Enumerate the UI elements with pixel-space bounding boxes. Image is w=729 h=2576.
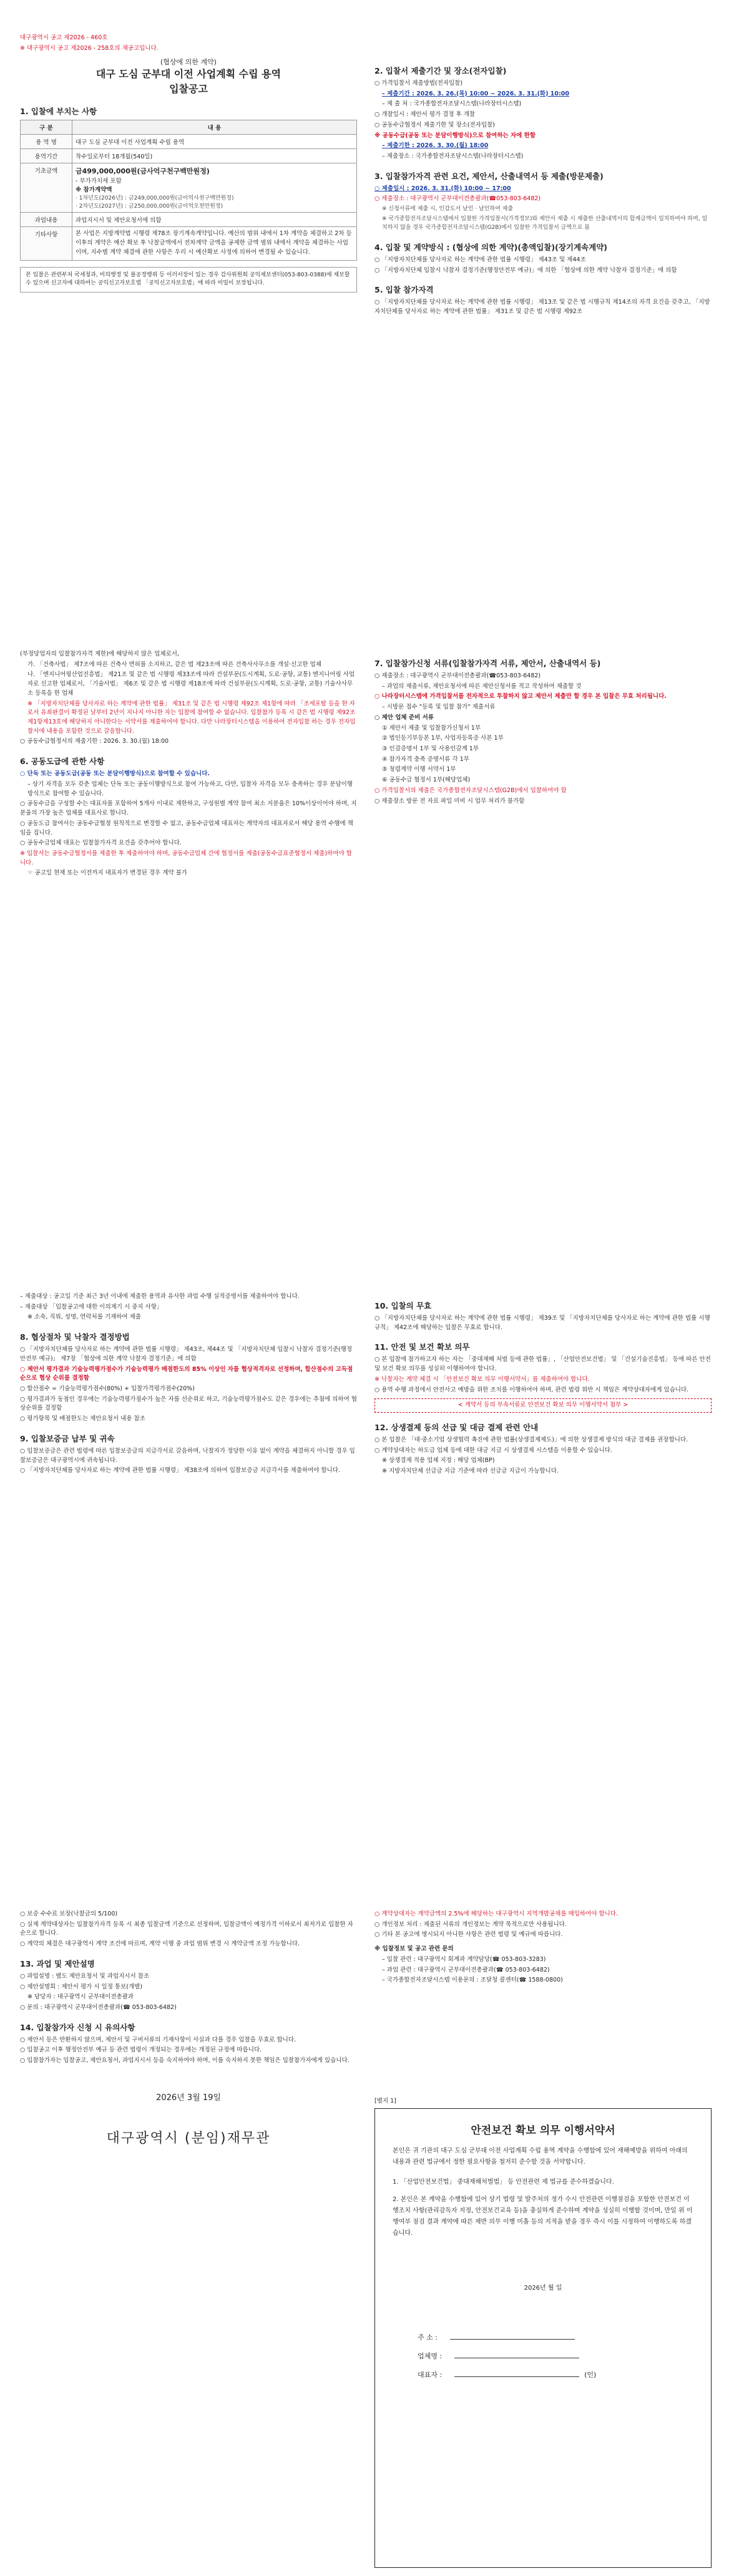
pledge-body [375,2137,711,2390]
vat-note: - 부가가치세 포함 [76,178,122,185]
s7-line: ○ 가격입찰서의 제출은 국가종합전자조달시스템(G2B)에서 입찰하여야 함 [374,787,567,794]
table-row [21,213,357,227]
row-label: 용역기간 [21,149,72,163]
section-4-title: 4. 입찰 및 계약방식 : (협상에 의한 계약)(총액입찰)(장기계속계약) [374,243,607,252]
s12-line: ※ 상생결제 적용 업체 지정 : 해당 업체(BP) [382,1457,495,1465]
sign-address-label: 주 소 : [418,2333,438,2341]
p4-left-column [20,1909,357,2147]
title-pre: (협상에 의한 계약) [160,58,217,67]
seal-mark: (인) [584,2370,597,2379]
p1-left-column [20,32,357,293]
table-row [21,227,357,260]
s13-line: ※ 담당자 : 대구광역시 군부대이전총괄과 [27,1993,134,2001]
sign-address [418,2331,693,2344]
row-label: 용 역 명 [21,135,72,149]
s2-line: – 제 출 처 : 국가종합전자조달시스템(나라장터시스템) [382,100,522,108]
row-value: 본 사업은 지방계약법 시행령 제78조 장기계속계약입니다. 예산의 범위 내에서 1차 계약을 체결하고 2차 등 이후의 계약은 예산 확보 후 낙찰금액에서 전차계약 금액을 공제한 금액 범위 내에서 계약을 체결하는 사업이며, 지수별 계약 체결에 관한 사항은 우리 시 예산확보 사정에 의하여 변경될 수 있습니다. [72,227,357,260]
year-2-amount: · 2차년도(2027년) : 금250,000,000원(금이억오천만원정) [76,203,223,210]
p4-right-line: – 과업 관련 : 대구광역시 군부대이전총괄과(☎ 053-803-6482) [382,1966,550,1973]
s14-line: ○ 입찰참가자는 입찰공고, 제안요청서, 과업지시서 등을 숙지하여야 하며, 이를 숙지하지 못한 책임은 입찰참가자에게 있습니다. [20,2057,350,2065]
s7-line: ○ 나라장터시스템에 가격입찰서를 전자적으로 투찰하지 않고 제안서 제출만 할 경우 본 입찰은 무효 처리됩니다. [374,693,667,700]
title-main-2: 입찰공고 [169,83,208,95]
section-3-title: 3. 입찰참가자격 관련 요건, 제안서, 산출내역서 등 제출(방문제출) [374,171,604,181]
page-3 [0,1266,729,1896]
row-value-multiline [72,163,357,213]
s7-line: ○ 제안 업체 준비 서류 [374,714,434,721]
s2-line: ○ 가격입찰서 제출방법(전자입찰) [374,80,463,87]
s6-line: ☞ 공고일 현재 또는 이전까지 대표자가 변경된 경우 계약 불가 [27,869,187,877]
p2-right-column [374,649,712,807]
s5-line: ○ 「지방자치단체를 당사자로 하는 계약에 관한 법률 시행령」 제13조 및 같은 법 시행규칙 제14조의 자격 요건을 갖추고, 「지방자치단체를 당사자로 하는 계약에 관한 법률」 제31조 및 같은 법 시행령 제92조 [374,299,710,316]
base-amount: 금499,000,000원(금사억구천구백만원정) [76,167,210,176]
p4-right-column [374,1909,712,1987]
p2-left-column [20,649,357,879]
s2-line: – 제출장소 : 국가종합전자조달시스템(나라장터시스템) [382,153,524,160]
whistleblower-note: 본 입찰은 관련부처 국세청과, 비의행정 및 불공정행위 등 이러서장이 있는 경우 감사위원회 공익제보센터(053-803-0388)에 제보할 수 있으며 신고자에 대하여는 공익신고자보호법 「공익신고자보호법」에 따라 비밀이 보장됩니다. [20,267,357,293]
s6-line: ○ 공동수급을 구성할 수는 대표자를 포함하여 5개사 이내로 제한하고, 구성원별 계약 참여 최소 지분율은 10%이상이어야 하며, 지분율의 가장 높은 업체를 대표사로 합니다. [20,800,357,817]
p2-line: ○ 공동수급협정서의 제출기한 : 2026. 3. 30.(월) 18:00 [20,738,169,745]
row-value: 착수일로부터 18개월(540일) [72,149,357,163]
s8-line: ○ 평가결과가 동점인 경우에는 기술능력평가점수가 높은 자를 선순위로 하고, 기술능력평가점수도 같은 경우에는 추첨에 의하여 협상순위를 결정함 [20,1395,357,1412]
row-value: 과업지시서 및 제안요청서에 의함 [72,213,357,227]
row-label: 기초금액 [21,163,72,213]
s6-line: ※ 입찰서는 공동수급협정서를 제출한 후 제출하여야 하며, 공동수급업체 간에 협정서를 제출(공동수급표준협정서 제출)하여야 합니다. [20,850,352,866]
s10-line: ○ 「지방자치단체를 당사자로 하는 계약에 관한 법률 시행령」 제39조 및 「지방자치단체를 당사자로 하는 계약에 관한 법률 시행규칙」 제42조에 해당하는 입찰은 무효로 합니다. [374,1315,710,1331]
row-label: 기타사항 [21,227,72,260]
s13-line: ○ 제안설명회 : 제안서 평가 시 일정 통보(개별) [20,1983,143,1990]
s11-line: ○ 본 입찰에 참가하고자 하는 자는 「중대재해 처벌 등에 관한 법률」, 「산업안전보건법」 및 「건설기술진흥법」 등에 따른 안전 및 보건 확보 의무를 성실히 이행하여야 합니다. [374,1356,711,1373]
section-1-title: 1. 입찰에 부치는 사항 [20,107,97,117]
page-1 [0,0,729,627]
s6-line: ○ 공동수급업체 대표는 입찰참가자격 요건을 갖추어야 합니다. [20,840,182,847]
p2-line: ※ 「지방자치단체를 당사자로 하는 계약에 관한 법률」 제31조 및 같은 법 시행령 제92조 제1항에 따라 「조세포탈 등을 한 자로서 유죄판결이 확정된 날부터 2년이 지나지 아니한 자는 입찰에 참여할 수 없습니다. 입찰참가 등록 시 같은 법 시행령 제92조 제1항제13호에 해당하지 아니한다는 서약서를 제출하여야 합니다. 다만 나라장터시스템을 이용하여 전자입찰 하는 경우 전자입찰서에 내용을 포함한 것으로 갈음합니다. [27,700,356,735]
pledge-intro: 본인은 귀 기관의 대구 도심 군부대 이전 사업계획 수립 용역 계약을 수행함에 있어 재해예방을 위하여 아래의 내용과 관련 법규에서 정한 필요사항을 철저히 준수할 것을 서약합니다. [393,2147,688,2166]
pledge-item-1: 1. 「산업안전보건법」 중대재해처벌법」 등 안전관련 제 법규를 준수하겠습니다. [393,2179,614,2186]
sign-representative-field[interactable] [454,2376,579,2377]
p3-line: – 제출대상 「입찰공고에 대한 이의제기 시 중지 사항」 [20,1303,163,1310]
section-6-title: 6. 공동도급에 관한 사항 [20,757,105,767]
section-2-title: 2. 입찰서 제출기간 및 장소(전자입찰) [374,66,507,75]
pledge-date: 2026년 월 일 [524,2285,562,2292]
s7-line: – 시방문 접수 "등록 및 입찰 참가" 제출서류 [382,704,496,711]
s3-line: ○ 제출장소 : 대구광역시 군부대이전총괄과(☎053-803-6482) [374,195,541,203]
row-label: 과업내용 [21,213,72,227]
notice-number: 대구광역시 공고 제2026 - 460호 [20,34,108,41]
annex-1 [374,2096,712,2570]
p3-left-column [20,1291,357,1477]
p4-line: ○ 계약의 체결은 대구광역시 계약 조건에 따르며, 계약 이행 중 과업 범위 변경 시 계약금액 조정 가능합니다. [20,1940,300,1948]
p4-right-line: – 국가종합전자조달시스템 이용문의 : 조달청 콜센터(☎ 1588-0800) [382,1977,563,1984]
s11-line: ※ 낙찰자는 계약 체결 시 「안전보건 확보 의무 이행서약서」를 제출하여야 합니다. [374,1375,590,1383]
pledge-item-2: 2. 본인은 본 계약을 수행함에 있어 상기 법령 및 발주처의 정가 수시 안전관련 이행점검을 포함한 안전보건 이행조치 사항(관리감독자 지정, 안전보건교육 등)을 충실하게 준수하며 계약을 성실히 이행할 것이며, 만일 위 이행여부 점검 결과 계약에 따른 제반 의무 이행 미흡 등의 지적을 받을 경우 즉시 이를 시정하여 이행하도록 하겠습니다. [393,2196,693,2237]
p2-line: 가. 「건축사법」 제7조에 따른 건축사 면허를 소지하고, 같은 법 제23조에 따른 건축사사무소를 개설·신고한 업체 [27,661,321,668]
bid-info-table [20,120,357,260]
section-7-title: 7. 입찰참가신청 서류(입찰참가자격 서류, 제안서, 산출내역서 등) [374,659,601,668]
s6-line: ○ 단독 또는 공동도급(공동 또는 분담이행방식)으로 참여할 수 있습니다. [20,770,210,778]
row-value: 대구 도심 군부대 이전 사업계획 수립 용역 [72,135,357,149]
s2-line: – 제출기한 : 2026. 3. 30.(월) 18:00 [382,142,489,150]
s8-line: ○ 합산점수 = 기술능력평가점수(80%) + 입찰가격평가점수(20%) [20,1385,195,1393]
title-main-1: 대구 도심 군부대 이전 사업계획 수립 용역 [95,68,281,80]
s9-line: ○ 입찰보증금은 관련 법령에 따른 입찰보증금의 지급각서로 갈음하며, 낙찰자가 정당한 이유 없이 계약을 체결하지 아니할 경우 입찰보증금은 대구광역시에 귀속됩니다. [20,1447,355,1464]
p3-line: – 제출대상 : 공고일 기준 최근 3년 이내에 제출한 용역과 유사한 과업 수행 실적증명서를 제출하여야 합니다. [20,1293,300,1300]
sign-company [418,2350,693,2363]
section-11-title: 11. 안전 및 보건 확보 의무 [374,1342,470,1352]
p2-line: (부정당업자의 입찰참가자격 제한)에 해당하지 않은 업체로서, [20,651,179,657]
s7-line: ⑥ 공동수급 협정서 1부(해당업체) [382,777,471,784]
section-5-title: 5. 입찰 참가자격 [374,285,434,295]
s4-line: ○ 「지방자치단체를 당사자로 하는 계약에 관한 법률 시행령」 제43조 및 제44조 [374,256,586,263]
s8-line: ○ 「지방자치단체를 당사자로 하는 계약에 관한 법률 시행령」 제43조, 제44조 및 「지방자치단체 입찰시 낙찰자 결정기준(행정안전부 예규)」 제7장 「협상에 의한 계약 낙찰자 결정기준」에 의함 [20,1346,353,1362]
section-8-title: 8. 협상절차 및 낙찰자 결정방법 [20,1332,130,1342]
s11-annex-note: < 계약서 등의 부속서류로 안전보건 확보 의무 이행서약서 첨부 > [374,1398,712,1413]
p4-line: ○ 보증 수수료 보장(낙찰금의 5/100) [20,1910,118,1917]
s7-line: ① 제안서 제출 및 입찰참가신청서 1부 [382,724,481,732]
table-header-category: 구 분 [21,120,72,135]
p4-right-line: ○ 기타 본 공고에 명시되지 아니한 사항은 관련 법령 및 예규에 따릅니다. [374,1931,563,1939]
page-4 [0,1909,729,2576]
s8-line: ○ 평가항목 및 배점한도는 제안요청서 내용 참조 [20,1415,145,1423]
s7-line: ○ 제출장소 : 대구광역시 군부대이전총괄과(☎053-803-6482) [374,672,541,679]
p4-right-line: – 입찰 관련 : 대구광역시 회계과 계약담당(☎ 053-803-3283) [382,1955,546,1963]
s13-line: ○ 과업설명 : 별도 제안요청서 및 과업지시서 참조 [20,1972,149,1980]
s14-line: ○ 입찰공고 이후 행정안전부 예규 등 관련 법령이 개정되는 경우에는 개정된 규정에 따릅니다. [20,2046,262,2054]
s13-line: ○ 문의 : 대구광역시 군부대이전총괄과(☎ 053-803-6482) [20,2004,177,2012]
table-row [21,135,357,149]
year-1-amount: · 1차년도(2026년) : 금249,000,000원(금이억사천구백만원정) [76,195,234,202]
p2-line: 나. 「엔지니어링산업진흥법」 제21조 및 같은 법 시행령 제33조에 따라 건설부문(도시계획, 도로·공항, 교통) 엔지니어링 사업자로 신고한 업체로서, 「기술사법」 제6조 및 같은 법 시행령 제18조에 따라 건설부문(도시계획, 도로·공항, 교통) 기술사사무소 등록을 한 업체 [27,671,355,697]
p4-right-line: ○ 계약상대자는 계약금액의 2.5%에 해당하는 대구광역시 지역개발공채를 매입하여야 합니다. [374,1910,618,1917]
pledge-form [374,2108,712,2568]
s7-line: ○ 제출장소 방문 전 자료 파일 미비 시 업무 처리가 불가함 [374,797,525,805]
table-row [21,163,357,213]
s8-line: ○ 제안서 평가결과 기술능력평가점수가 기술능력평가 배점한도의 85% 이상인 자를 협상적격자로 선정하며, 합산점수의 고득점순으로 협상 순위를 결정함 [20,1365,353,1382]
s9-line: ○ 「지방자치단체를 당사자로 하는 계약에 관한 법률 시행령」 제38조에 의하여 입찰보증금 지급각서를 제출하여야 합니다. [20,1467,340,1474]
sign-representative [418,2369,693,2381]
s3-line: ※ 신청서류에 제출 시, 인감도서 날인 · 날인하여 제출 [382,206,514,213]
s11-line: ○ 용역 수행 과정에서 안전사고 예방을 위한 조치를 이행하여야 하며, 관련 법령 위반 시 책임은 계약상대자에게 있습니다. [374,1386,689,1393]
page-2 [0,630,729,1266]
section-13-title: 13. 과업 및 제안설명 [20,1959,95,1968]
s12-line: ○ 본 입찰은 「대·중소기업 상생협력 촉진에 관한 법률(상생결제제도)」에 의한 상생결제 방식의 대금 결제를 권장합니다. [374,1436,688,1444]
p4-right-line: ○ 개인정보 처리 : 제출된 서류의 개인정보는 계약 목적으로만 사용됩니다. [374,1920,567,1928]
s7-line: ② 법인등기부등본 1부, 사업자등록증 사본 1부 [382,735,504,742]
s4-line: ○ 「지방자치단체 입찰시 낙찰자 결정기준(행정안전부 예규)」에 의한 「협상에 의한 계약 낙찰자 결정기준」에 의함 [374,266,677,274]
p4-right-line: ※ 입찰정보 및 공고 관련 문의 [374,1945,454,1953]
s12-line: ○ 계약상대자는 하도급 업체 등에 대한 대금 지급 시 상생결제 시스템을 이용할 수 있습니다. [374,1446,612,1454]
annex-label: [별지 1] [374,2098,396,2104]
s3-line: ※ 국가종합전자조달시스템에서 입찰한 가격입찰서(가격정보)와 제안서 제출 시 제출한 산출내역서의 합계금액이 일치하여야 하며, 일치하지 않을 경우 국가종합전자조달시스템(G2B)에서 입찰한 가격입찰서 금액으로 봄 [382,216,708,231]
table-header-content: 내 용 [72,120,357,135]
sign-address-field[interactable] [450,2339,575,2340]
s7-line: ④ 참가자격 충족 증명서류 각 1부 [382,755,469,763]
section-14-title: 14. 입찰참가자 신청 시 유의사항 [20,2022,135,2032]
section-12-title: 12. 상생결제 등의 선급 및 대금 결제 관련 안내 [374,1423,539,1433]
section-9-title: 9. 입찰보증금 납부 및 귀속 [20,1433,115,1443]
table-row [21,149,357,163]
s6-line: – 상기 자격을 모두 갖춘 업체는 단독 또는 공동이행방식으로 참여 가능하고, 다만, 입찰자 자격을 모두 충족하는 경우 분담이행방식으로 참여할 수 있습니다. [27,780,353,797]
sign-company-label: 업체명 : [418,2351,443,2360]
s2-line: ※ 공동수급(공동 또는 분담이행방식)으로 참여하는 자에 한함 [374,132,536,139]
s2-line: ○ 공동수급협정서 제출기한 및 장소(전자입찰) [374,121,495,128]
s7-line: ⑤ 청렴계약 이행 서약서 1부 [382,766,456,773]
pledge-title: 안전보건 확보 의무 이행서약서 [471,2124,615,2137]
s2-line: ○ 개찰일시 : 제안서 평가 결정 후 개찰 [374,111,476,119]
s3-line: ○ 제출일시 : 2026. 3. 31.(화) 10:00 ~ 17:00 [374,185,511,192]
signature-block [393,2331,693,2381]
s2-line: – 제출기간 : 2026. 3. 26.(목) 10:00 ~ 2026. 3. 31.(화) 10:00 [382,90,569,97]
title-block [20,57,357,97]
s7-line: – 과업의 제출서류, 제안요청서에 따른 제안신청서를 적고 작성하여 제출할 것 [382,682,582,690]
p4-line: ○ 실제 계약대상자는 입찰참가자격 등록 시 최종 입찰금액 기준으로 선정하며, 입찰금액이 예정가격 이하로서 최저가로 입찰한 자 순으로 합니다. [20,1920,353,1937]
s12-line: ※ 지방자치단체 선급금 지급 기준에 따라 선급금 지급이 가능합니다. [382,1468,559,1475]
notice-date: 2026년 3월 19일 [156,2093,221,2103]
s14-line: ○ 제안서 등은 반환하지 않으며, 제안서 및 구비서류의 기재사항이 사실과 다를 경우 입찰을 무효로 합니다. [20,2036,296,2043]
contract-amount-heading: ※ 참가계약액 [76,186,112,194]
sign-representative-label: 대표자 : [418,2370,443,2379]
issuer-name: 대구광역시 (분임)재무관 [106,2130,271,2146]
p3-right-column [374,1291,712,1478]
p1-right-column [374,56,712,318]
s6-line: ○ 공동도급 참여사는 공동수급협정 원칙적으로 변경할 수 없고, 공동수급업체 대표자는 계약자의 대표자로서 해당 용역 수행에 책임을 집니다. [20,820,353,836]
p3-line: ※ 소속, 직위, 성명, 연락처를 기재하여 제출 [27,1314,141,1321]
section-10-title: 10. 입찰의 무효 [374,1301,432,1310]
notice-reissue: ※ 대구광역시 공고 제2026 - 258호의 재공고입니다. [20,44,159,52]
s7-line: ③ 인감증명서 1부 및 사용인감계 1부 [382,745,479,753]
